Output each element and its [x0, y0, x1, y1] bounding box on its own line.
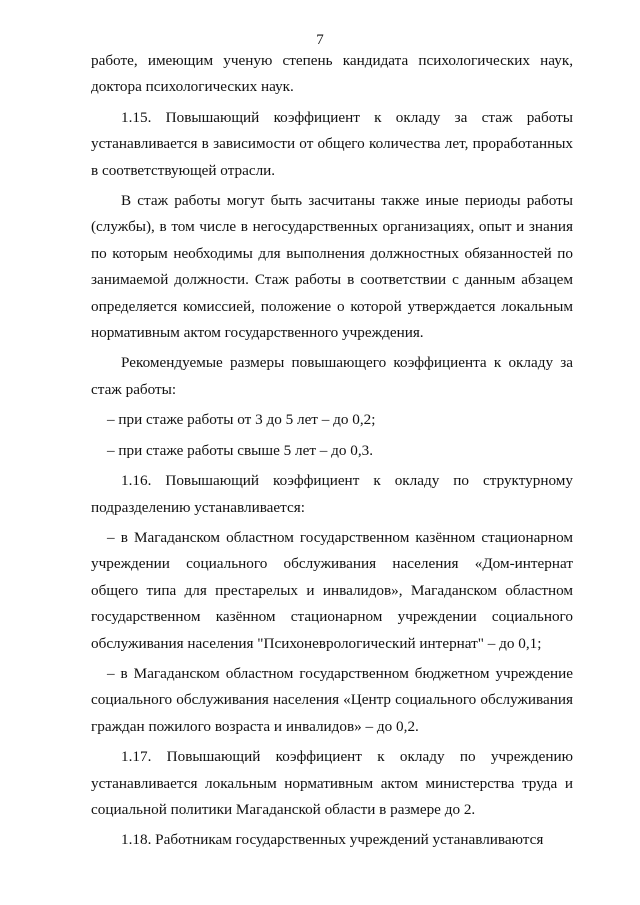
- list-item-3-5-years: – при стаже работы от 3 до 5 лет – до 0,2;: [107, 411, 376, 429]
- list-item-over-5-years: – при стаже работы свыше 5 лет – до 0,3.: [107, 441, 374, 459]
- list-item-budget-institution: – в Магаданском областном государственном бюджетном учреждение социального обслуживания населения «Центр социального обслуживания граждан пожилого возраста и инвалидов» – до 0,2.: [91, 664, 573, 735]
- paragraph-1-16: 1.16. Повышающий коэффициент к окладу по структурному подразделению устанавливается:: [91, 472, 573, 516]
- paragraph-seniority-periods: В стаж работы могут быть засчитаны также иные периоды работы (службы), в том числе в негосударственных организациях, опыт и знания по которым необходимы для выполнения должностных обязанностей по занимаемой должности. Стаж работы в соответствии с данным абзацем определяется комиссией, положение о которой утверждается локальным нормативным актом государственного учреждения.: [91, 192, 573, 342]
- page-number: 7: [316, 32, 324, 48]
- paragraph-continuation: работе, имеющим ученую степень кандидата психологических наук, доктора психологических наук.: [91, 52, 573, 96]
- paragraph-recommended-sizes: Рекомендуемые размеры повышающего коэффициента к окладу за стаж работы:: [91, 354, 573, 398]
- paragraph-1-18: 1.18. Работникам государственных учреждений устанавливаются: [121, 831, 544, 849]
- list-item-kazennoe-institutions: – в Магаданском областном государственном казённом стационарном учреждении социального обслуживания населения «Дом-интернат общего типа для престарелых и инвалидов», Магаданском областном государственном казённом стационарном учреждении социального обслуживания населения "Психоневрологический интернат" – до 0,1;: [91, 528, 573, 652]
- paragraph-1-17: 1.17. Повышающий коэффициент к окладу по учреждению устанавливается локальным нормативным актом министерства труда и социальной политики Магаданской области в размере до 2.: [91, 748, 573, 818]
- document-body: [91, 48, 573, 854]
- paragraph-1-15: 1.15. Повышающий коэффициент к окладу за стаж работы устанавливается в зависимости от общего количества лет, проработанных в соответствующей отрасли.: [91, 108, 573, 179]
